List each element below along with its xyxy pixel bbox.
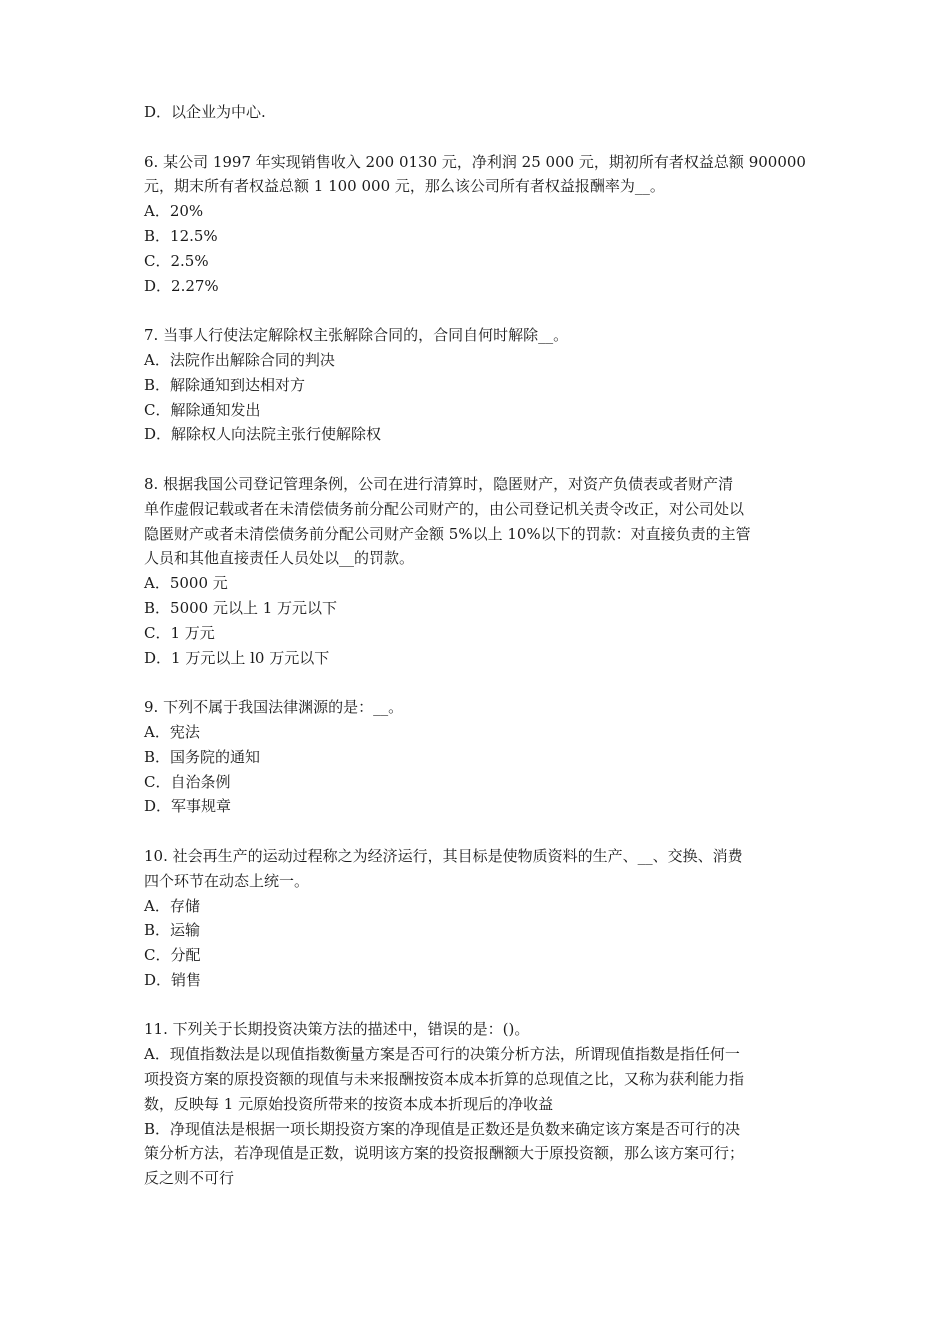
question-stem-line: 10. 社会再生产的运动过程称之为经济运行，其目标是使物质资料的生产、__、交换、消费: [144, 846, 743, 865]
option-a: A．法院作出解除合同的判决: [144, 350, 335, 369]
question-stem-line: 11. 下列关于长期投资决策方法的描述中，错误的是：()。: [144, 1020, 530, 1039]
question-10: [144, 844, 808, 993]
question-stem-line: 元，期末所有者权益总额 1 100 000 元，那么该公司所有者权益报酬率为__。: [144, 177, 665, 196]
question-stem-line: 单作虚假记载或者在未清偿债务前分配公司财产的，由公司登记机关责令改正，对公司处以: [144, 499, 745, 518]
option-a: A．20%: [144, 202, 204, 221]
question-stem-line: 8. 根据我国公司登记管理条例，公司在进行清算时，隐匿财产，对资产负债表或者财产清: [144, 474, 734, 493]
option-b: B．解除通知到达相对方: [144, 375, 306, 394]
option-c: C．分配: [144, 946, 201, 965]
option-b: B．5000 元以上 1 万元以下: [144, 598, 338, 617]
option-c: C．1 万元: [144, 623, 215, 642]
option-b: B．国务院的通知: [144, 747, 261, 766]
question-stem-line: 隐匿财产或者未清偿债务前分配公司财产金额 5%以上 10%以下的罚款：对直接负责的主管: [144, 524, 751, 543]
option-c: C．自治条例: [144, 772, 231, 791]
option-a: A．宪法: [144, 722, 200, 741]
option-b-line: B．净现值法是根据一项长期投资方案的净现值是正数还是负数来确定该方案是否可行的决: [144, 1119, 741, 1138]
question-9: [144, 695, 808, 819]
question-6: [144, 150, 808, 299]
question-11: [144, 1017, 808, 1191]
option-d: D．解除权人向法院主张行使解除权: [144, 425, 382, 444]
option-b-line: 反之则不可行: [144, 1169, 235, 1188]
question-stem-line: 人员和其他直接责任人员处以__的罚款。: [144, 549, 415, 568]
option-b-line: 策分析方法，若净现值是正数，说明该方案的投资报酬额大于原投资额，那么该方案可行；: [144, 1144, 745, 1163]
option-c: C．解除通知发出: [144, 400, 261, 419]
document-page: [144, 100, 808, 1216]
option-b: B．运输: [144, 921, 201, 940]
question-stem-line: 9. 下列不属于我国法律渊源的是：__。: [144, 698, 404, 717]
question-7: [144, 323, 808, 447]
question-stem-line: 四个环节在动态上统一。: [144, 871, 310, 890]
option-a: A．5000 元: [144, 574, 228, 593]
question-stem-line: 6. 某公司 1997 年实现销售收入 200 0130 元，净利润 25 000 元，期初所有者权益总额 900000: [144, 152, 806, 171]
question-stem-line: 7. 当事人行使法定解除权主张解除合同的，合同自何时解除__。: [144, 326, 569, 345]
option-b: B．12.5%: [144, 226, 218, 245]
option-d: D．2.27%: [144, 276, 219, 295]
question-8: [144, 472, 808, 670]
option-c: C．2.5%: [144, 251, 209, 270]
option-a-line: 项投资方案的原投资额的现值与未来报酬按资本成本折算的总现值之比，又称为获利能力指: [144, 1070, 745, 1089]
option-a-line: A．现值指数法是以现值指数衡量方案是否可行的决策分析方法，所谓现值指数是指任何一: [144, 1045, 740, 1064]
option-a-line: 数，反映每 1 元原始投资所带来的按资本成本折现后的净收益: [144, 1094, 554, 1113]
option-d: D．以企业为中心.: [144, 103, 266, 121]
option-d: D．销售: [144, 970, 202, 989]
previous-question-tail: [144, 100, 808, 125]
option-a: A．存储: [144, 896, 200, 915]
option-d: D．军事规章: [144, 797, 232, 816]
option-d: D．1 万元以上 l0 万元以下: [144, 648, 330, 667]
